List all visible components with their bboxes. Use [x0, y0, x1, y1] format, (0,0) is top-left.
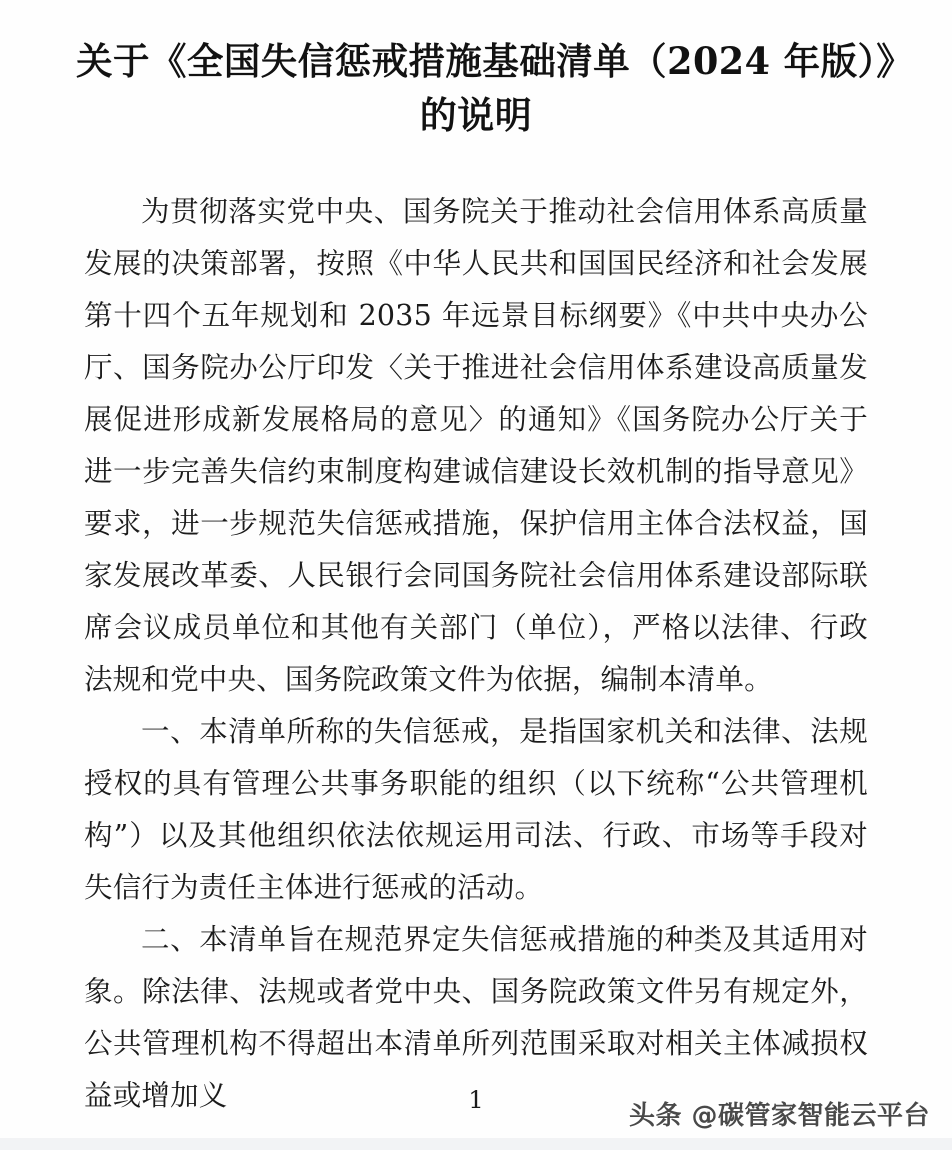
scan-edge-band [0, 1138, 952, 1150]
document-body [84, 186, 868, 1122]
body-paragraph-item-1: 一、本清单所称的失信惩戒，是指国家机关和法律、法规授权的具有管理公共事务职能的组织（以下统称“公共管理机构”）以及其他组织依法依规运用司法、行政、市场等手段对失信行为责任主体进行惩戒的活动。 [84, 715, 868, 904]
body-paragraph-item-2: 二、本清单旨在规范界定失信惩戒措施的种类及其适用对象。除法律、法规或者党中央、国务院政策文件另有规定外，公共管理机构不得超出本清单所列范围采取对相关主体减损权益或增加义 [84, 923, 868, 1112]
watermark-label: 头条 @碳管家智能云平台 [628, 1101, 930, 1131]
document-title-line-1: 关于《全国失信惩戒措施基础清单（2024 年版）》 [76, 39, 914, 83]
document-title-line-2: 的说明 [419, 93, 533, 137]
page-title [0, 0, 952, 142]
page-number: 1 [468, 1086, 484, 1114]
body-paragraph-intro: 为贯彻落实党中央、国务院关于推动社会信用体系高质量发展的决策部署，按照《中华人民共和国国民经济和社会发展第十四个五年规划和 2035 年远景目标纲要》《中共中央办公厅、国务院办公厅印发〈关于推进社会信用体系建设高质量发展促进形成新发展格局的意见〉的通知》《国务院办公厅关于进一步完善失信约束制度构建诚信建设长效机制的指导意见》要求，进一步规范失信惩戒措施，保护信用主体合法权益，国家发展改革委、人民银行会同国务院社会信用体系建设部际联席会议成员单位和其他有关部门（单位），严格以法律、行政法规和党中央、国务院政策文件为依据，编制本清单。 [84, 195, 868, 696]
